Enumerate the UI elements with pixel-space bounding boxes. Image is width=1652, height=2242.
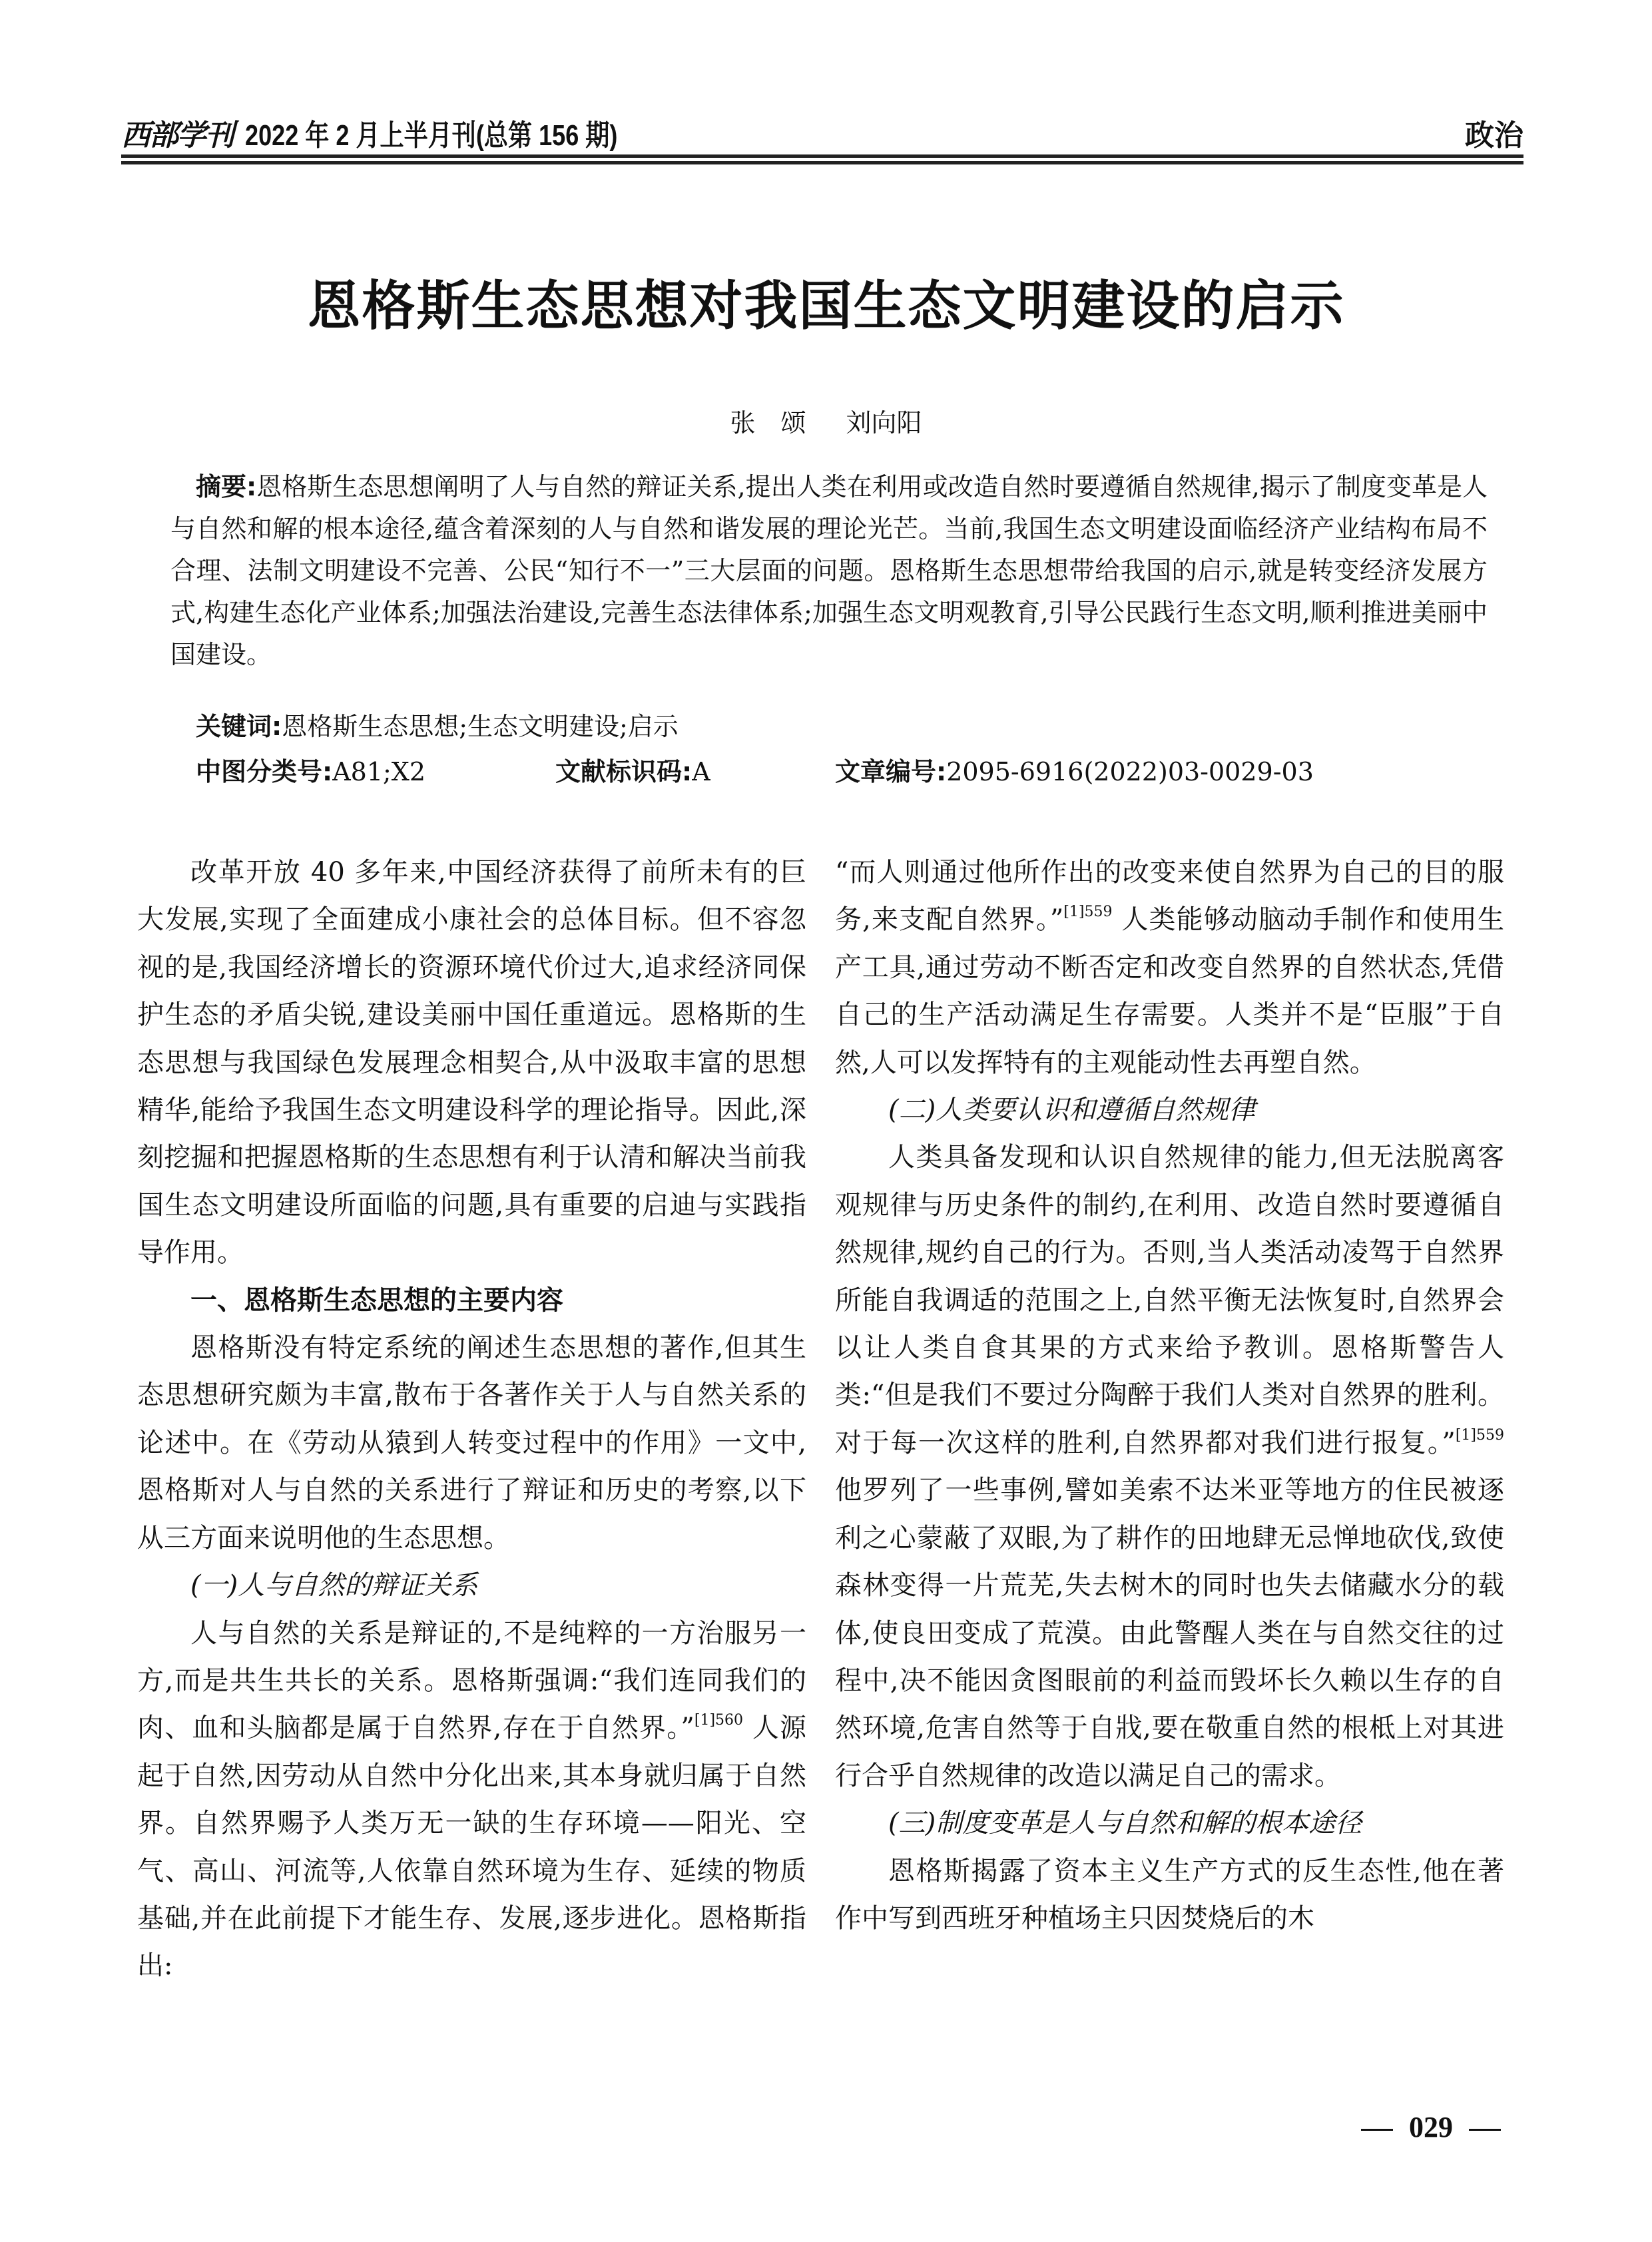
page-number-dash bbox=[1361, 2129, 1393, 2131]
header-rule-bottom bbox=[121, 161, 1523, 164]
author-list bbox=[0, 406, 1652, 439]
running-header bbox=[121, 117, 1523, 157]
section-label: 政治 bbox=[1465, 119, 1523, 152]
paragraph-text: 人与自然的关系是辩证的,不是纯粹的一方治服另一方,而是共生共长的关系。恩格斯强调:“我们连同我们的肉、血和头脑都是属于自然界,存在于自然界。” bbox=[137, 1617, 806, 1744]
journal-logo: 西部学刊 bbox=[121, 119, 233, 152]
author-name: 张 颂 bbox=[730, 408, 806, 437]
page-number-value: 029 bbox=[1409, 2111, 1453, 2143]
article-number bbox=[835, 755, 1314, 788]
keywords bbox=[196, 710, 679, 743]
body-column-left bbox=[137, 849, 806, 1990]
document-code bbox=[555, 755, 710, 788]
clc-value: A81;X2 bbox=[332, 757, 426, 786]
paragraph bbox=[835, 849, 1504, 1087]
paragraph bbox=[137, 1610, 806, 1990]
clc-label: 中图分类号: bbox=[196, 757, 333, 786]
paragraph-text: 人源起于自然,因劳动从自然中分化出来,其本身就归属于自然界。自然界赐予人类万无一缺的生存环境——阳光、空气、高山、河流等,人依靠自然环境为生存、延续的物质基础,并在此前提下才能生存、发展,逐步进化。恩格斯指出: bbox=[137, 1713, 807, 1982]
author-name: 刘向阳 bbox=[846, 408, 922, 437]
page-number bbox=[1345, 2107, 1517, 2147]
subsection-heading: (二)人类要认识和遵循自然规律 bbox=[888, 1095, 1256, 1126]
paragraph-text: 人类能够动脑动手制作和使用生产工具,通过劳动不断否定和改变自然界的自然状态,凭借自己的生产活动满足生存需要。人类并不是“臣服”于自然,人可以发挥特有的主观能动性去再塑自然。 bbox=[835, 904, 1504, 1078]
body-column-right bbox=[835, 849, 1504, 1942]
abstract-label: 摘要: bbox=[196, 472, 257, 501]
citation: [1]560 bbox=[694, 1712, 744, 1729]
article-no-label: 文章编号: bbox=[835, 757, 947, 786]
paragraph-text: 人类具备发现和认识自然规律的能力,但无法脱离客观规律与历史条件的制约,在利用、改造自然时要遵循自然规律,规约自己的行为。否则,当人类活动凌驾于自然界所能自我调适的范围之上,自然平衡无法恢复时,自然界会以让人类自食其果的方式来给予教训。恩格斯警告人类:“但是我们不要过分陶醉于我们人类对自然界的胜利。对于每一次这样的胜利,自然界都对我们进行报复。” bbox=[835, 1142, 1504, 1458]
citation: [1]559 bbox=[1455, 1426, 1504, 1444]
subsection-heading: (三)制度变革是人与自然和解的根本途径 bbox=[888, 1808, 1362, 1839]
paragraph: 恩格斯没有特定系统的阐述生态思想的著作,但其生态思想研究颇为丰富,散布于各著作关于人与自然关系的论述中。在《劳动从猿到人转变过程中的作用》一文中,恩格斯对人与自然的关系进行了辩证和历史的考察,以下从三方面来说明他的生态思想。 bbox=[137, 1332, 806, 1553]
keywords-text: 恩格斯生态思想;生态文明建设;启示 bbox=[282, 712, 679, 741]
paragraph: 恩格斯揭露了资本主义生产方式的反生态性,他在著作中写到西班牙种植场主只因焚烧后的木 bbox=[835, 1855, 1504, 1934]
paragraph-text: 他罗列了一些事例,譬如美索不达米亚等地方的住民被逐利之心蒙蔽了双眼,为了耕作的田地肆无忌惮地砍伐,致使森林变得一片荒芜,失去树木的同时也失去储藏水分的载体,使良田变成了荒漠。由此警醒人类在与自然交往的过程中,决不能因贪图眼前的利益而毁坏长久赖以生存的自然环境,危害自然等于自戕,要在敬重自然的根柢上对其进行合乎自然规律的改造以满足自己的需求。 bbox=[835, 1475, 1504, 1791]
section-heading: 一、恩格斯生态思想的主要内容 bbox=[190, 1284, 563, 1316]
issue-info: 2022 年 2 月上半月刊(总第 156 期) bbox=[245, 119, 618, 152]
abstract-text: 恩格斯生态思想阐明了人与自然的辩证关系,提出人类在利用或改造自然时要遵循自然规律,揭示了制度变革是人与自然和解的根本途径,蕴含着深刻的人与自然和谐发展的理论光芒。当前,我国生态文明建设面临经济产业结构布局不合理、法制文明建设不完善、公民“知行不一”三大层面的问题。恩格斯生态思想带给我国的启示,就是转变经济发展方式,构建生态化产业体系;加强法治建设,完善生态法律体系;加强生态文明观教育,引导公民践行生态文明,顺利推进美丽中国建设。 bbox=[170, 472, 1488, 669]
doc-code-value: A bbox=[692, 757, 710, 786]
paragraph bbox=[835, 1134, 1504, 1800]
citation: [1]559 bbox=[1063, 904, 1113, 921]
subsection-heading: (一)人与自然的辩证关系 bbox=[190, 1570, 478, 1601]
page-number-dash bbox=[1469, 2129, 1501, 2131]
article-title: 恩格斯生态思想对我国生态文明建设的启示 bbox=[307, 275, 1345, 337]
clc-number bbox=[196, 755, 425, 788]
keywords-label: 关键词: bbox=[196, 712, 282, 741]
article-no-value: 2095-6916(2022)03-0029-03 bbox=[946, 757, 1314, 786]
abstract bbox=[170, 466, 1488, 676]
doc-code-label: 文献标识码: bbox=[555, 757, 692, 786]
paragraph-text: “而人则通过他所作出的改变来使自然界为自己的目的服务,来支配自然界。” bbox=[835, 857, 1504, 936]
header-rule-top bbox=[121, 154, 1523, 158]
paragraph: 改革开放 40 多年来,中国经济获得了前所未有的巨大发展,实现了全面建成小康社会的总体目标。但不容忽视的是,我国经济增长的资源环境代价过大,追求经济同保护生态的矛盾尖锐,建设美丽中国任重道远。恩格斯的生态思想与我国绿色发展理念相契合,从中汲取丰富的思想精华,能给予我国生态文明建设科学的理论指导。因此,深刻挖掘和把握恩格斯的生态思想有利于认清和解决当前我国生态文明建设所面临的问题,具有重要的启迪与实践指导作用。 bbox=[137, 857, 806, 1268]
